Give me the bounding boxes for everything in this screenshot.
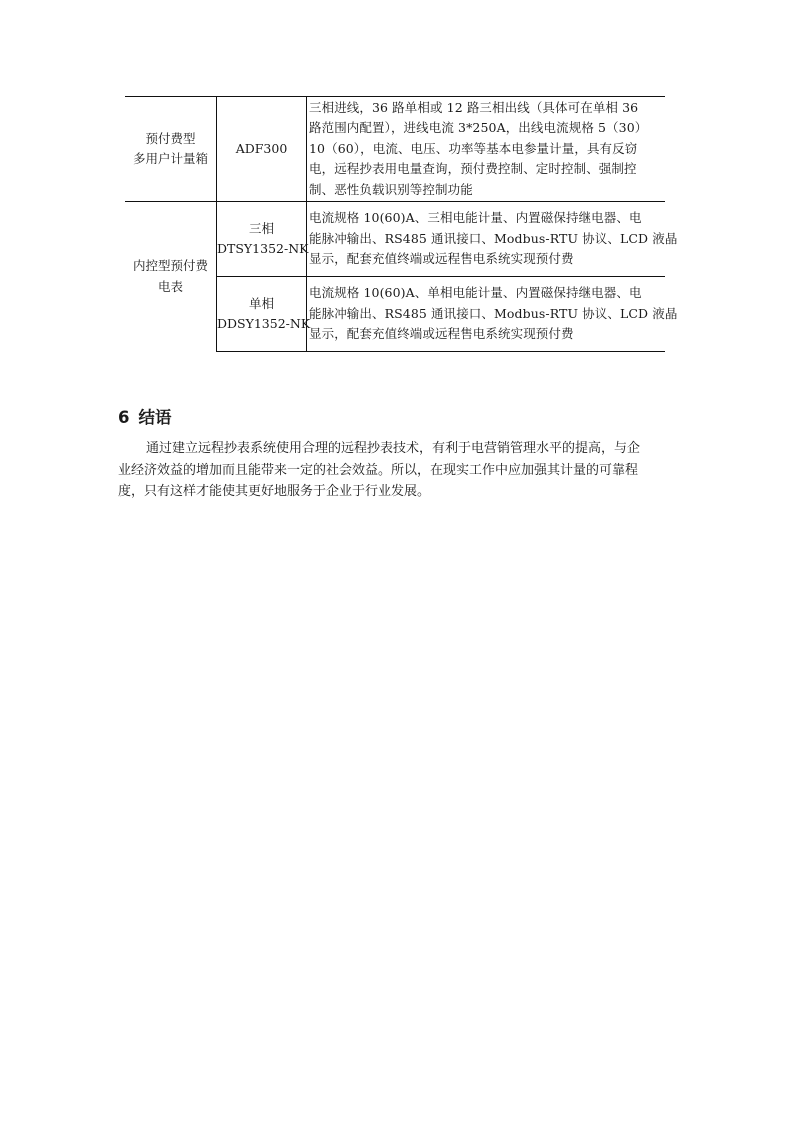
model-cell: [217, 97, 307, 202]
category-line: 预付费型: [145, 130, 196, 146]
product-spec-table: [125, 96, 678, 352]
description-cell: [307, 202, 678, 277]
description-cell: [307, 277, 678, 352]
description-line: 电流规格 10(60)A、单相电能计量、内置磁保持继电器、电: [309, 285, 642, 301]
description-line: 电，远程抄表用电量查询，预付费控制、定时控制、强制控: [309, 161, 637, 177]
description-line: 显示，配套充值终端或远程售电系统实现预付费: [309, 326, 574, 342]
description-line: 10（60），电流、电压、功率等基本电参量计量，具有反窃: [309, 140, 638, 156]
section-number: 6: [118, 408, 130, 427]
section-heading: [118, 404, 171, 428]
model-cell: [217, 277, 311, 352]
category-line: 内控型预付费: [132, 258, 208, 274]
category-line: 电表: [157, 278, 183, 294]
paragraph-line: 通过建立远程抄表系统使用合理的远程抄表技术，有利于电营销管理水平的提高，与企: [146, 441, 641, 456]
category-line: 多用户计量箱: [132, 151, 208, 166]
description-line: 能脉冲输出、RS485 通讯接口、Modbus-RTU 协议、LCD 液晶: [309, 230, 678, 246]
model-line: 三相: [248, 220, 274, 236]
paragraph-line: 度，只有这样才能使其更好地服务于企业于行业发展。: [118, 484, 431, 499]
description-line: 电流规格 10(60)A、三相电能计量、内置磁保持继电器、电: [309, 210, 642, 226]
model-line: DTSY1352-NK: [217, 241, 309, 256]
category-cell: [125, 202, 217, 352]
category-cell: [125, 97, 217, 202]
paragraph-line: 业经济效益的增加而且能带来一定的社会效益。所以，在现实工作中应加强其计量的可靠程: [118, 462, 639, 478]
model-cell: [217, 202, 307, 277]
model-line: DDSY1352-NK: [217, 316, 311, 331]
model-line: ADF300: [235, 140, 288, 156]
description-line: 显示，配套充值终端或远程售电系统实现预付费: [309, 251, 574, 267]
conclusion-paragraph: [118, 438, 678, 503]
model-line: 单相: [248, 295, 274, 311]
description-line: 制、恶性负载识别等控制功能: [309, 181, 473, 197]
section-title: 结语: [138, 408, 172, 427]
description-line: 三相进线，36 路单相或 12 路三相出线（具体可在单相 36: [309, 99, 639, 115]
table-row: [125, 202, 665, 277]
table-row: [125, 97, 665, 202]
description-cell: [307, 97, 666, 202]
description-line: 路范围内配置），进线电流 3*250A，出线电流规格 5（30）: [309, 120, 648, 136]
description-line: 能脉冲输出、RS485 通讯接口、Modbus-RTU 协议、LCD 液晶: [309, 305, 678, 321]
